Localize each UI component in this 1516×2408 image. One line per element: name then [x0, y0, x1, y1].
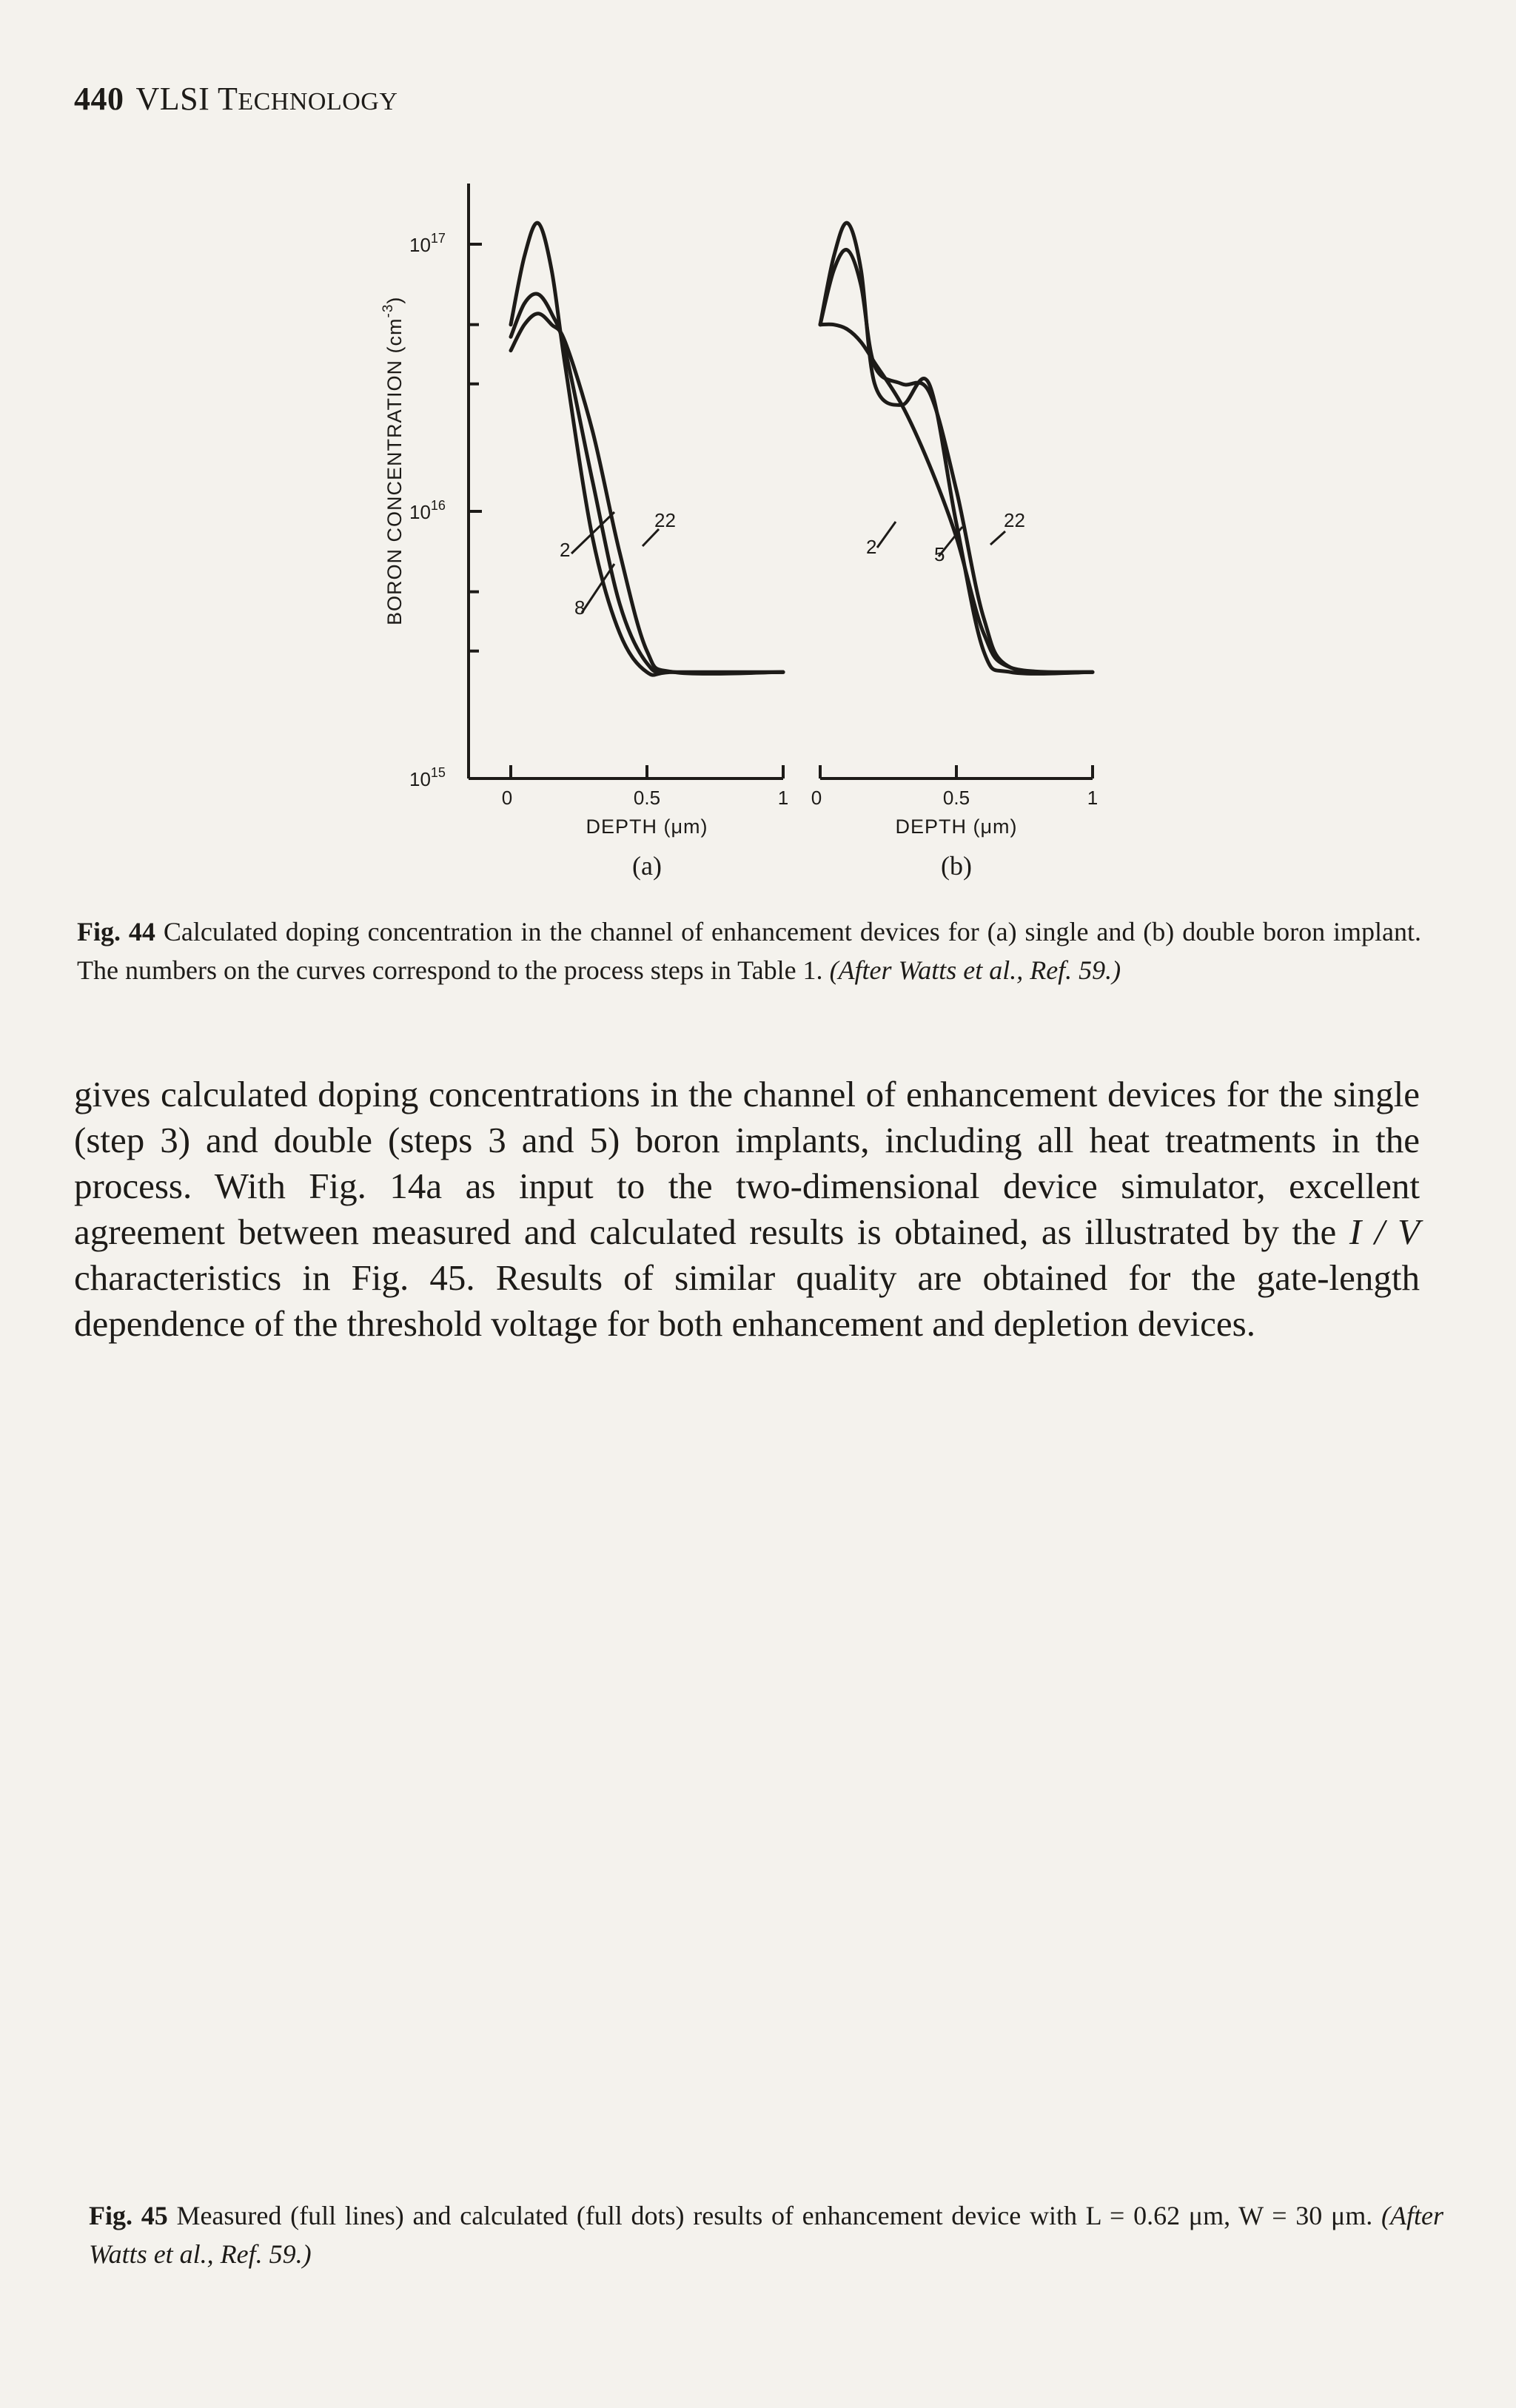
fig44-curve-leader	[877, 522, 896, 548]
fig44-curve-label: 8	[574, 596, 586, 619]
fig44-curve-label: 5	[934, 543, 945, 565]
fig44-curve-leader	[643, 529, 659, 546]
body-text-part1: gives calculated doping concentrations in the channel of enhancement devices for the single (step 3) and double (steps 3 and 5) boron implants, including all heat treatments in the process. With Fig. 14a as input to the two-dimensional device simulator, excellent agreement between measured and calculated results is obtained, as illustrated by the	[74, 1074, 1420, 1252]
running-title-smallcaps: ECHNOLOGY	[238, 88, 398, 115]
fig44-caption	[77, 912, 1421, 989]
fig44-curve-label: 2	[560, 539, 571, 561]
figure-44	[0, 0, 1516, 903]
fig44-curve-label: 22	[654, 509, 676, 531]
body-text-part2: characteristics in Fig. 45. Results of similar quality are obtained for the gate-length dependence of the threshold voltage for both enhancement and depletion devices.	[74, 1257, 1420, 1344]
fig44-caption-label: Fig. 44	[77, 917, 155, 946]
fig44-caption-source: (After Watts et al., Ref. 59.)	[829, 955, 1121, 985]
fig44-y-tick-label: $10^{16}$	[409, 498, 446, 523]
fig44-y-tick-label: $10^{15}$	[409, 765, 446, 790]
fig44-ylabel: BORON CONCENTRATION $(cm^{-3})$	[380, 296, 406, 625]
fig44-panel-a	[469, 223, 788, 881]
fig44-x-tick-label: 1	[1087, 787, 1099, 809]
fig44-y-axis	[409, 184, 482, 790]
fig44-y-tick-label: $10^{17}$	[409, 231, 446, 256]
fig44-curve-label: 2	[866, 536, 877, 558]
running-title: VLSI T	[135, 81, 238, 117]
body-text-iv: I / V	[1349, 1211, 1420, 1252]
fig44-curve-leader	[990, 531, 1005, 545]
fig45-caption	[89, 2196, 1443, 2273]
fig44-series-line	[511, 294, 783, 673]
fig44-plot-area	[469, 223, 1098, 881]
fig44-x-tick-label: 0.5	[942, 787, 970, 809]
fig44-x-tick-label: 0.5	[633, 787, 661, 809]
fig44-panel-label: (a)	[632, 851, 662, 881]
figure-45	[0, 1443, 1516, 2183]
fig44-panel-label: (b)	[941, 851, 972, 881]
fig44-x-axis-title: DEPTH (μm)	[895, 815, 1018, 838]
fig44-x-tick-label: 0	[811, 787, 822, 809]
page-number: 440	[74, 81, 124, 117]
fig44-panel-b	[811, 223, 1098, 881]
fig45-caption-text: Measured (full lines) and calculated (full dots) results of enhancement device with L = 0.62 μm, W = 30 μm.	[167, 2201, 1382, 2230]
fig44-x-tick-label: 1	[777, 787, 789, 809]
fig44-curve-label: 22	[1004, 509, 1025, 531]
fig44-caption-text: Calculated doping concentration in the channel of enhancement devices for (a) single and (b) double boron implant. The numbers on the curves correspond to the process steps in Table 1.	[77, 917, 1421, 985]
fig44-series-line	[511, 314, 783, 674]
body-paragraph	[74, 1072, 1420, 1347]
fig44-series-line	[820, 249, 1093, 673]
fig44-series-line	[511, 223, 783, 675]
fig45-caption-label: Fig. 45	[89, 2201, 168, 2230]
fig44-x-tick-label: 0	[501, 787, 513, 809]
fig44-x-axis-title: DEPTH (μm)	[586, 815, 708, 838]
fig45-caption-source: (After Watts et al., Ref. 59.)	[89, 2201, 1443, 2269]
